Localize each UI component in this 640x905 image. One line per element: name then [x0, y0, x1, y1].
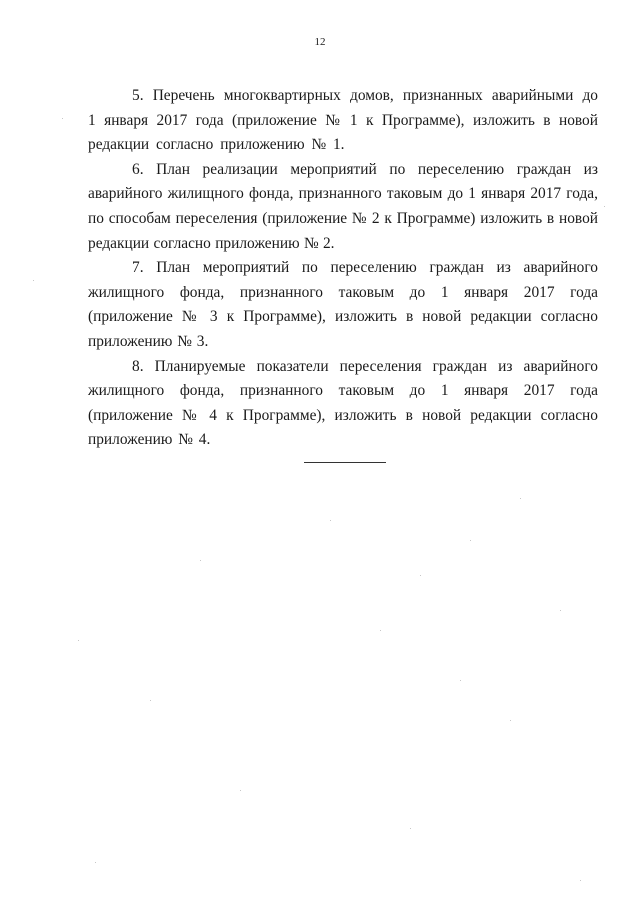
page-number: 12 — [314, 36, 326, 48]
paragraph-item-7: 7. План мероприятий по переселению граждан из аварийного жилищного фонда, признанного таковым до 1 января 2017 года (приложение № 3 к Программе), изложить в новой редакции согласно приложению № 3. — [88, 259, 598, 350]
paragraph-item-6: 6. План реализации мероприятий по переселению граждан из аварийного жилищного фонда, признанного таковым до 1 января 2017 года, по способам переселения (приложение № 2 к Программе) изложить в новой редакции согласно приложению № 2. — [88, 160, 598, 252]
paragraph-item-5: 5. Перечень многоквартирных домов, признанных аварийными до 1 января 2017 года (приложение № 1 к Программе), изложить в новой редакции согласно приложению № 1. — [88, 87, 598, 154]
paragraph-item-8: 8. Планируемые показатели переселения граждан из аварийного жилищного фонда, признанного таковым до 1 января 2017 года (приложение № 4 к Программе), изложить в новой редакции согласно приложению № 4. — [88, 357, 598, 449]
document-body — [88, 84, 598, 453]
end-divider-line — [304, 462, 386, 463]
